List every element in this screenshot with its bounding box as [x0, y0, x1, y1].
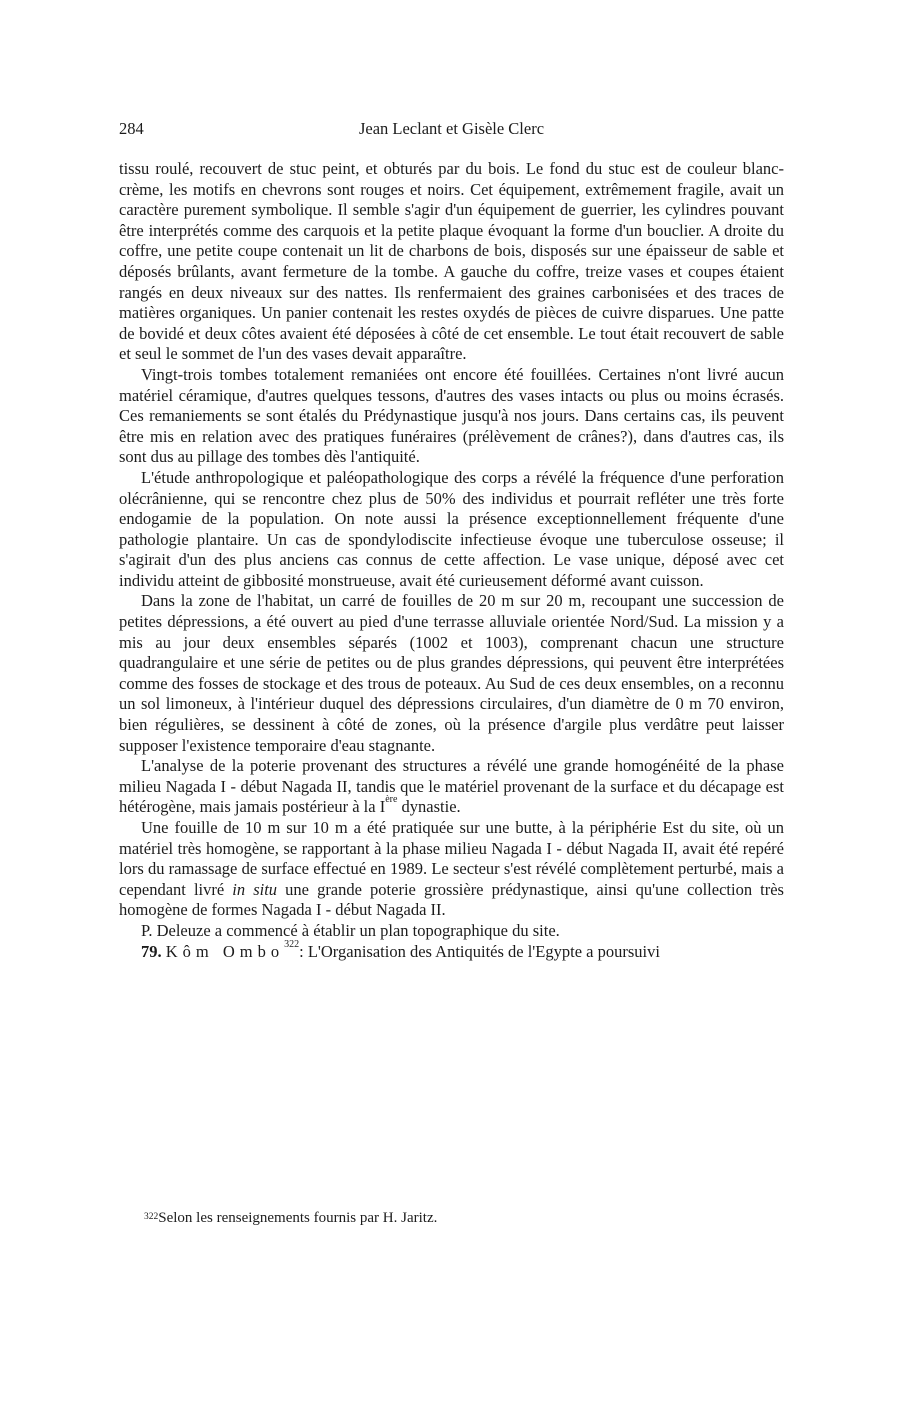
footnote-reference: 322 [284, 938, 300, 950]
paragraph-5 [119, 756, 784, 818]
paragraph-6-italic: in situ [232, 879, 278, 899]
paragraph-8 [119, 938, 784, 963]
page-number: 284 [119, 119, 144, 138]
paragraph-1: tissu roulé, recouvert de stuc peint, et obturés par du bois. Le fond du stuc est de couleur blanc-crème, les motifs en chevrons sont rouges et noirs. Cet équipement, extrêmement fragile, avait un caractère purement symbolique. Il semble s'agir d'un équipement de guerrier, les cylindres pouvant être interprétés comme des carquois et la petite plaque évoquant la forme d'un bouclier. A droite du coffre, une petite coupe contenait un lit de charbons de bois, disposés sur une épaisseur de sable et déposés brûlants, avant fermeture de la tombe. A gauche du coffre, treize vases et coupes étaient rangés en deux niveaux sur des nattes. Ils renfermaient des graines carbonisées et des traces de matières organiques. Un panier contenait les restes oxydés de pièces de cuivre disparues. Une patte de bovidé et deux côtes avaient été déposées à côté de cet ensemble. Le tout était recouvert de sable et seul le sommet de l'un des vases devait apparaître. [119, 159, 784, 364]
paragraph-4: Dans la zone de l'habitat, un carré de fouilles de 20 m sur 20 m, recoupant une succession de petites dépressions, a été ouvert au pied d'une terrasse alluviale orientée Nord/Sud. La mission y a mis au jour deux ensembles séparés (1002 et 1003), comprenant chacun une structure quadrangulaire et une série de petites ou de plus grandes dépressions, qui peuvent être interprétées comme des fosses de stockage et des trous de poteaux. Au Sud de ces deux ensembles, on a reconnu un sol limoneux, à l'intérieur duquel des dépressions circulaires, d'un diamètre de 0 m 70 environ, bien régulières, se dessinent à côté de zones, où la présence d'argile plus verdâtre peut laisser supposer l'existence temporaire d'eau stagnante. [119, 591, 784, 755]
footnote-text: Selon les renseignements fournis par H. Jaritz. [158, 1210, 438, 1226]
paragraph-6 [119, 818, 784, 921]
paragraph-5-text: L'analyse de la poterie provenant des structures a révélé une grande homogénéité de la phase milieu Nagada I - début Nagada II, tandis que le matériel provenant de la surface et du décapage est hétérogène, mais jamais postérieur à la I [119, 756, 784, 817]
footnote [144, 1208, 784, 1228]
running-title: Jean Leclant et Gisèle Clerc [358, 119, 545, 138]
paragraph-6-text-end: une grande poterie grossière prédynastique, ainsi qu'une collection très homogène de formes Nagada I - début Nagada II. [119, 879, 784, 920]
footnotes [144, 1208, 784, 1228]
site-name: Kôm Ombo [165, 941, 285, 961]
paragraph-2: Vingt-trois tombes totalement remaniées ont encore été fouillées. Certaines n'ont livré aucun matériel céramique, d'autres quelques tessons, d'autres des vases intacts ou plus ou moins écrasés. Ces remaniements se sont étalés du Prédynastique jusqu'à nos jours. Dans certains cas, ils peuvent être mis en relation avec des pratiques funéraires (prélèvement de crânes?), dans d'autres cas, ils sont dus au pillage des tombes dès l'antiquité. [119, 364, 784, 467]
paragraph-6-text: Une fouille de 10 m sur 10 m a été pratiquée sur une butte, à la périphérie Est du site, où un matériel très homogène, se rapportant à la phase milieu Nagada I - début Nagada II, avait été repéré lors du ramassage de surface effectué en 1989. Le secteur s'est révélé complètement perturbé, mais a cependant livré [119, 818, 784, 899]
paragraph-5-end: dynastie. [397, 797, 461, 817]
paragraph-7: P. Deleuze a commencé à établir un plan topographique du site. [141, 920, 560, 940]
paragraph-8-text: : L'Organisation des Antiquités de l'Egypte a poursuivi [299, 941, 660, 961]
footnote-mark: 322 [144, 1212, 159, 1222]
body-text [119, 159, 784, 962]
entry-number: 79. [141, 941, 162, 961]
paragraph-5-superscript: ère [385, 794, 398, 806]
running-head [119, 118, 784, 140]
paragraph-3: L'étude anthropologique et paléopathologique des corps a révélé la fréquence d'une perforation olécrânienne, qui se rencontre chez plus de 50% des individus et pourrait refléter une très forte endogamie de la population. On note aussi la présence exceptionnellement fréquente d'une pathologie plantaire. Un cas de spondylodiscite infectieuse évoque une tuberculose osseuse; il s'agirait d'un des plus anciens cas connus de cette affection. Le vase unique, déposé avec cet individu atteint de gibbosité monstrueuse, avait été curieusement déformé avant cuisson. [119, 467, 784, 590]
page-content [119, 118, 784, 962]
